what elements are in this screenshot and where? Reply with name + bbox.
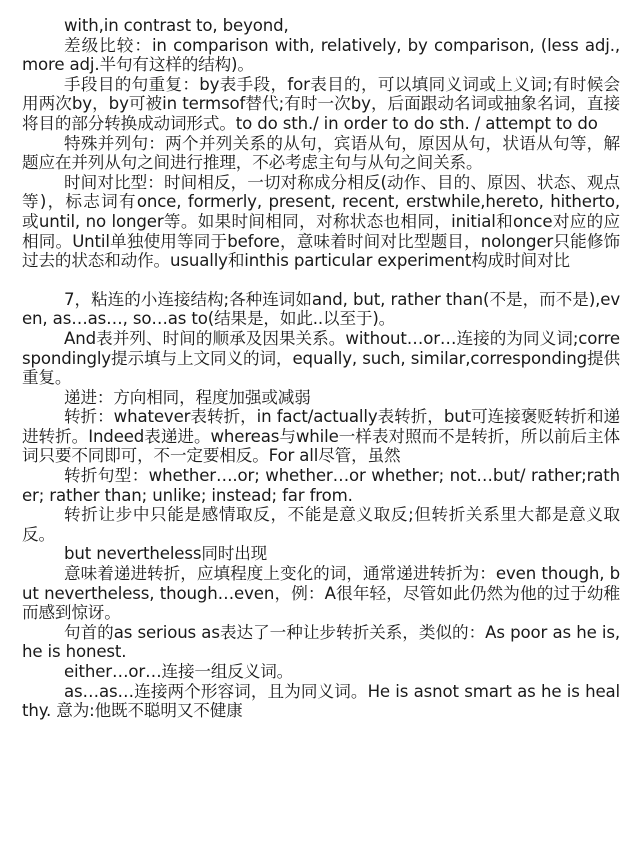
paragraph-connectors: 7，粘连的小连接结构;各种连词如and, but, rather than(不是，而不是),even, as…as…, so…as to(结果是，如此..以至于)。 bbox=[22, 289, 620, 329]
paragraph-time-contrast: 时间对比型：时间相反，一切对称成分相反(动作、目的、原因、状态、观点等)，标志词有once, formerly, present, recent, erstwhile,hereto, hitherto, 或until, no longer等。如果时间相同，对称状态也相同，initial和once对应的应相同。Until单独使用等同于before，意味着时间对比型题目，nolonger只能修饰过去的状态和动作。usually和inthis particular experiment构成时间对比 bbox=[22, 172, 620, 271]
paragraph-turning: 转折：whatever表转折，in fact/actually表转折，but可连接褒贬转折和递进转折。Indeed表递进。whereas与while一样表对照而不是转折，所以前后主体词只要不同即可，不一定要相反。For all尽管，虽然 bbox=[22, 407, 620, 466]
paragraph-but-nevertheless: but nevertheless同时出现 bbox=[64, 544, 268, 564]
paragraph-turning-patterns: 转折句型：whether….or; whether…or whether; not…but/ rather;rather; rather than; unlike; instead; far from. bbox=[22, 466, 620, 505]
paragraph-either-or: either…or…连接一组反义词。 bbox=[64, 662, 294, 681]
paragraph-comparative: 差级比较：in comparison with, relatively, by comparison, (less adj., more adj.半句有这样的结构)。 bbox=[22, 35, 620, 75]
paragraph-as-serious-as: 句首的as serious as表达了一种让步转折关系，类似的：As poor as he is, he is honest. bbox=[22, 622, 620, 662]
paragraph-progressive-turning: 意味着递进转折，应填程度上变化的词，通常递进转折为：even though, but nevertheless, though…even，例：A很年轻，尽管如此仍然为他的过于幼稚而感到惊讶。 bbox=[22, 564, 620, 623]
paragraph-as-as: as…as…连接两个形容词，且为同义词。He is asnot smart as he is healthy. 意为:他既不聪明又不健康 bbox=[22, 681, 620, 721]
paragraph-and-usage: And表并列、时间的顺承及因果关系。without…or…连接的为同义词;correspondingly提示填与上文同义的词，equally, such, similar,corresponding提供重复。 bbox=[22, 328, 620, 388]
paragraph-parallel-clauses: 特殊并列句：两个并列关系的从句，宾语从句，原因从句，状语从句等，解题应在并列从句之间进行推理，不必考虑主句与从句之间关系。 bbox=[22, 133, 620, 173]
paragraph-progression: 递进：方向相同，程度加强或减弱 bbox=[64, 387, 311, 407]
paragraph-concession: 转折让步中只能是感情取反，不能是意义取反;但转折关系里大都是意义取反。 bbox=[22, 505, 620, 544]
paragraph-means-purpose: 手段目的句重复：by表手段，for表目的，可以填同义词或上义词;有时候会用两次by，by可被in termsof替代;有时一次by，后面跟动名词或抽象名词，直接将目的部分转换成动词形式。to do sth./ in order to do sth. / attempt to do bbox=[22, 74, 620, 133]
blank-line bbox=[22, 271, 620, 290]
paragraph-contrast-terms: with,in contrast to, beyond, bbox=[64, 16, 289, 35]
